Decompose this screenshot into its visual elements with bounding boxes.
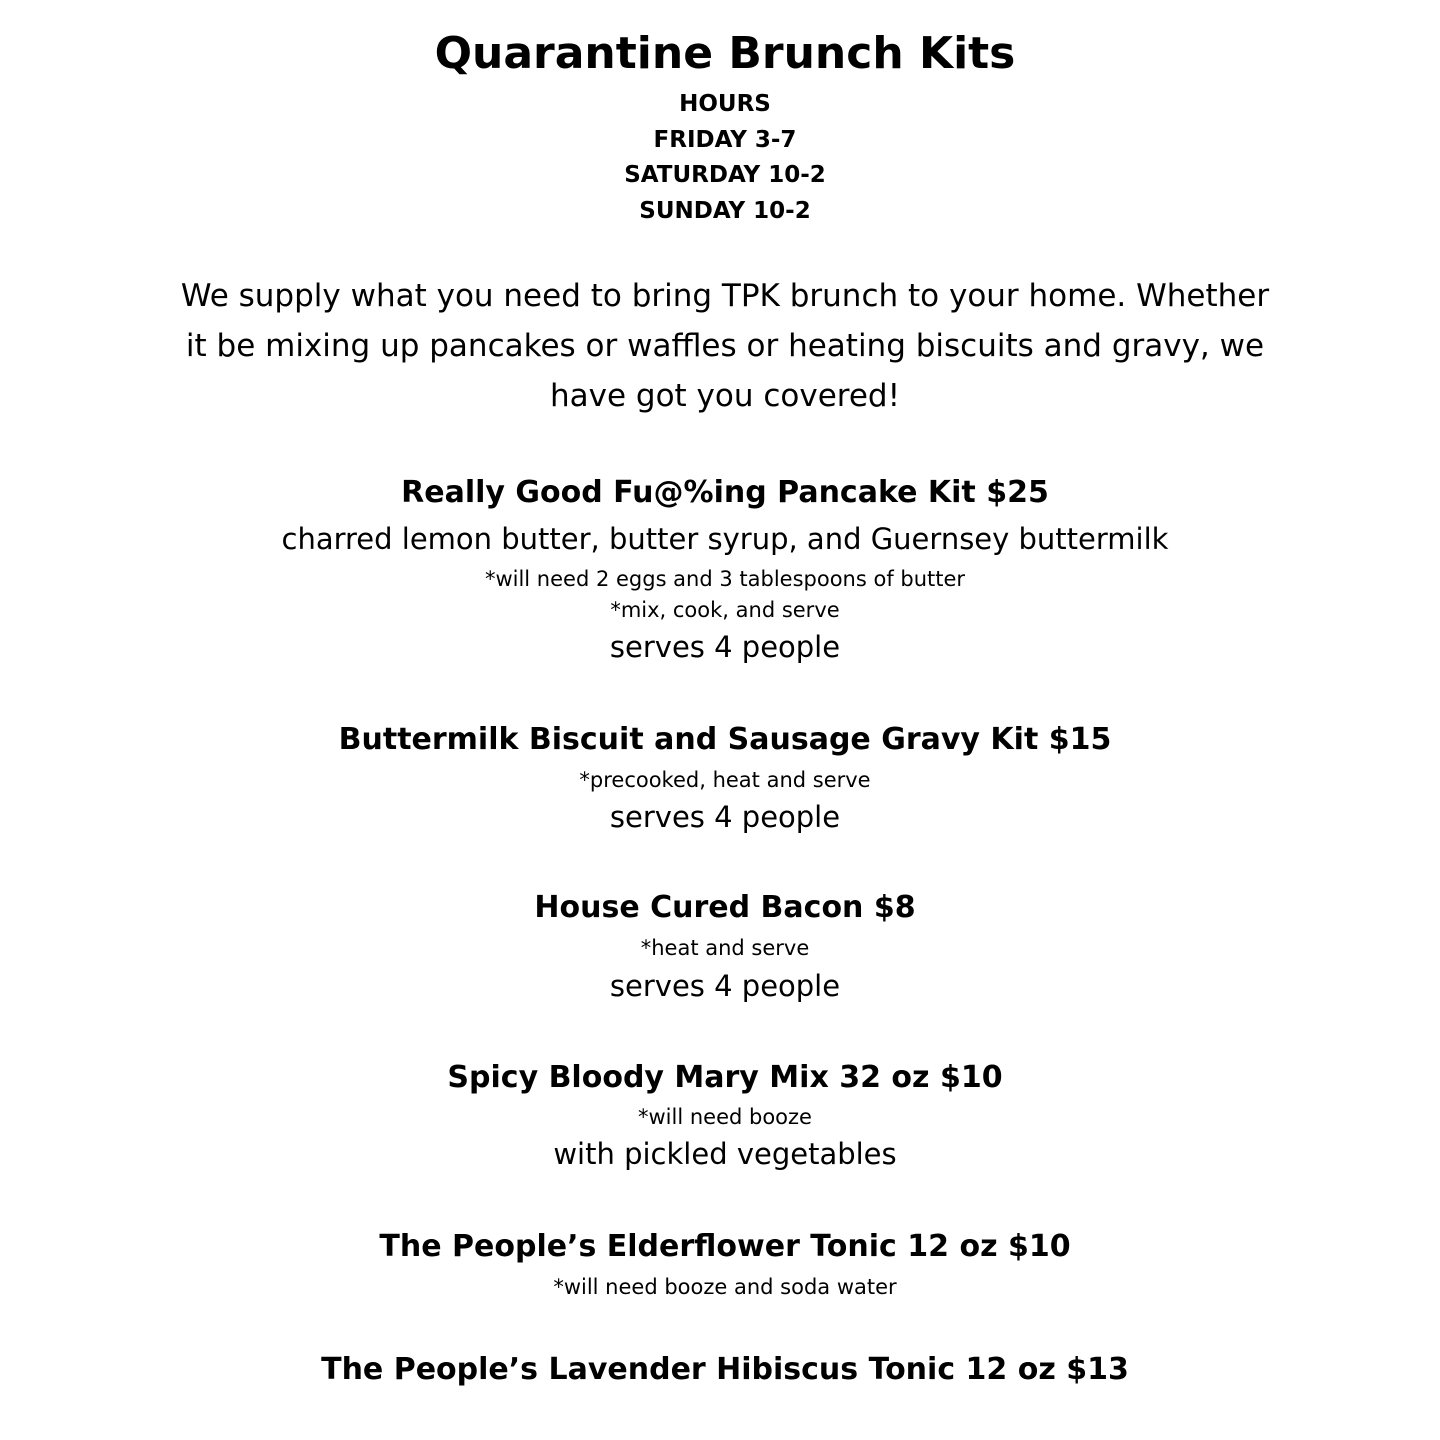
- item-note: *precooked, heat and serve: [579, 768, 871, 792]
- item-note: *heat and serve: [640, 936, 810, 960]
- intro-line: We supply what you need to bring TPK brunch to your home. Whether: [180, 278, 1270, 314]
- item-title: The People’s Elderflower Tonic 12 oz $10: [379, 1229, 1071, 1264]
- item-description: charred lemon butter, butter syrup, and Guernsey buttermilk: [281, 522, 1169, 556]
- hours-saturday: SATURDAY 10-2: [624, 162, 826, 188]
- item-title: Buttermilk Biscuit and Sausage Gravy Kit $15: [338, 722, 1112, 757]
- item-note: *will need booze: [638, 1105, 812, 1129]
- hours-friday: FRIDAY 3-7: [653, 127, 797, 153]
- item-title: House Cured Bacon $8: [534, 890, 916, 925]
- item-serves: serves 4 people: [609, 969, 841, 1003]
- item-title: Really Good Fu@%ing Pancake Kit $25: [401, 475, 1049, 510]
- item-title: Spicy Bloody Mary Mix 32 oz $10: [447, 1060, 1003, 1095]
- item-note: *will need 2 eggs and 3 tablespoons of butter: [484, 567, 966, 591]
- item-serves: with pickled vegetables: [553, 1137, 897, 1171]
- item-serves: serves 4 people: [609, 800, 841, 834]
- intro-line: it be mixing up pancakes or waffles or heating biscuits and gravy, we: [185, 328, 1265, 364]
- item-note: *will need booze and soda water: [553, 1275, 897, 1299]
- hours-sunday: SUNDAY 10-2: [639, 198, 811, 224]
- item-title: The People’s Lavender Hibiscus Tonic 12 oz $13: [321, 1352, 1129, 1387]
- intro-line: have got you covered!: [549, 378, 901, 414]
- item-note: *mix, cook, and serve: [610, 598, 840, 622]
- hours-heading: HOURS: [679, 91, 771, 117]
- page-title: Quarantine Brunch Kits: [434, 28, 1016, 79]
- item-serves: serves 4 people: [609, 630, 841, 664]
